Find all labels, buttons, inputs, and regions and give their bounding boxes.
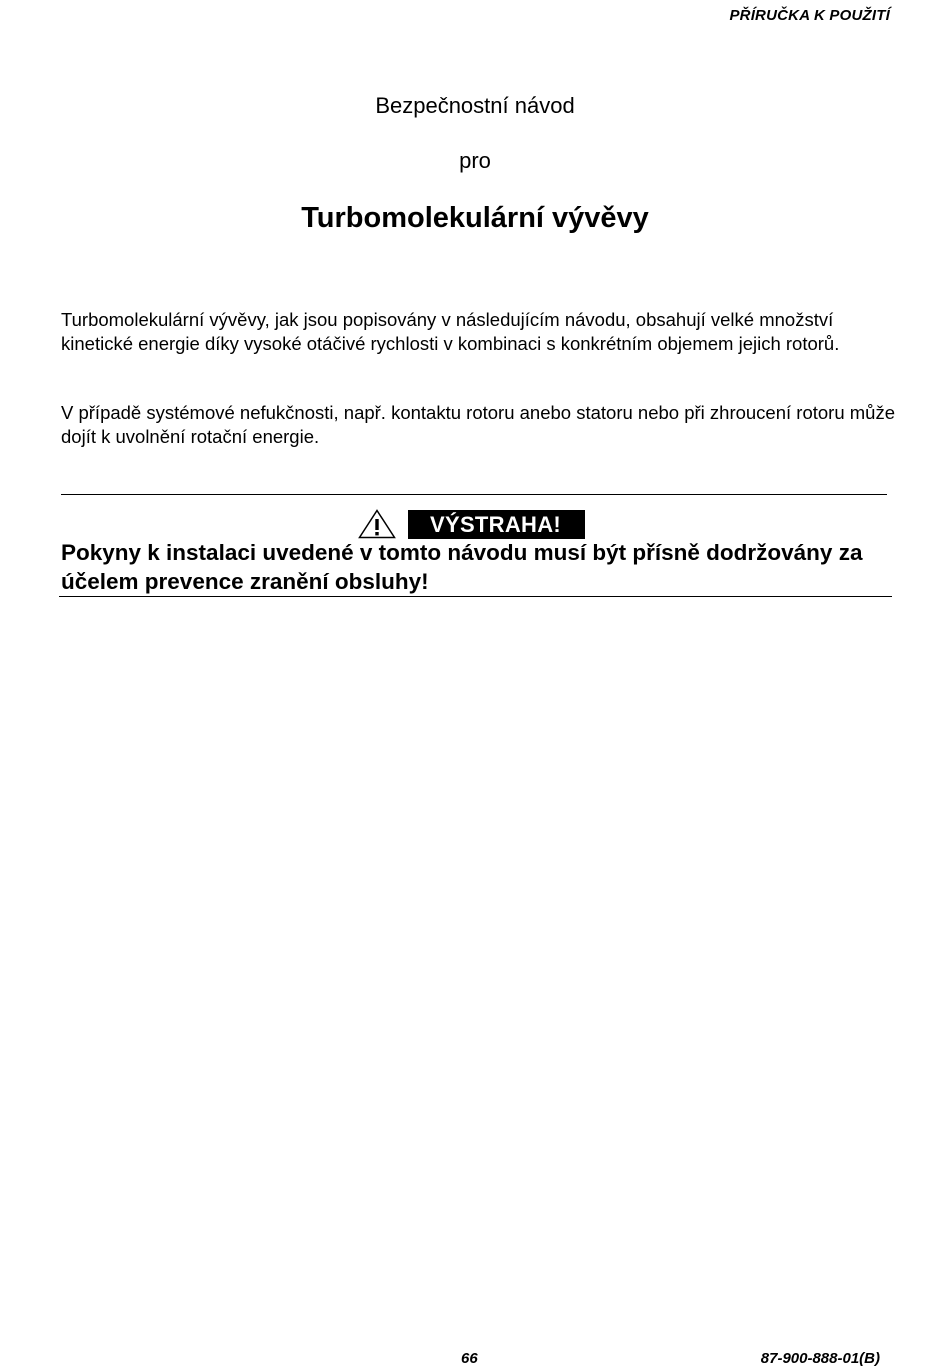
title-line-1: Bezpečnostní návod [375, 93, 575, 118]
body-paragraph-1: Turbomolekulární vývěvy, jak jsou popisovány v následujícím návodu, obsahují velké množství kinetické energie díky vysoké otáčivé rychlosti v kombinaci s konkrétním objemem jejich rotorů. [61, 309, 840, 354]
body-paragraph-2: V případě systémové nefukčnosti, např. kontaktu rotoru anebo statoru nebo při zhroucení rotoru může dojít k uvolnění rotační energie. [61, 402, 895, 447]
divider-bottom [59, 596, 892, 597]
header-title: PŘÍRUČKA K POUŽITÍ [729, 7, 890, 24]
warning-header [358, 509, 585, 539]
warning-triangle-icon [358, 509, 396, 539]
page-title: Turbomolekulární vývěvy [301, 202, 649, 234]
divider-top [61, 494, 887, 495]
warning-label: VÝSTRAHA! [408, 510, 585, 539]
page-number: 66 [461, 1350, 478, 1367]
title-line-2: pro [459, 148, 491, 173]
document-id: 87-900-888-01(B) [760, 1350, 880, 1367]
warning-text: Pokyny k instalaci uvedené v tomto návodu musí být přísně dodržovány za účelem prevence zranění obsluhy! [61, 540, 863, 594]
